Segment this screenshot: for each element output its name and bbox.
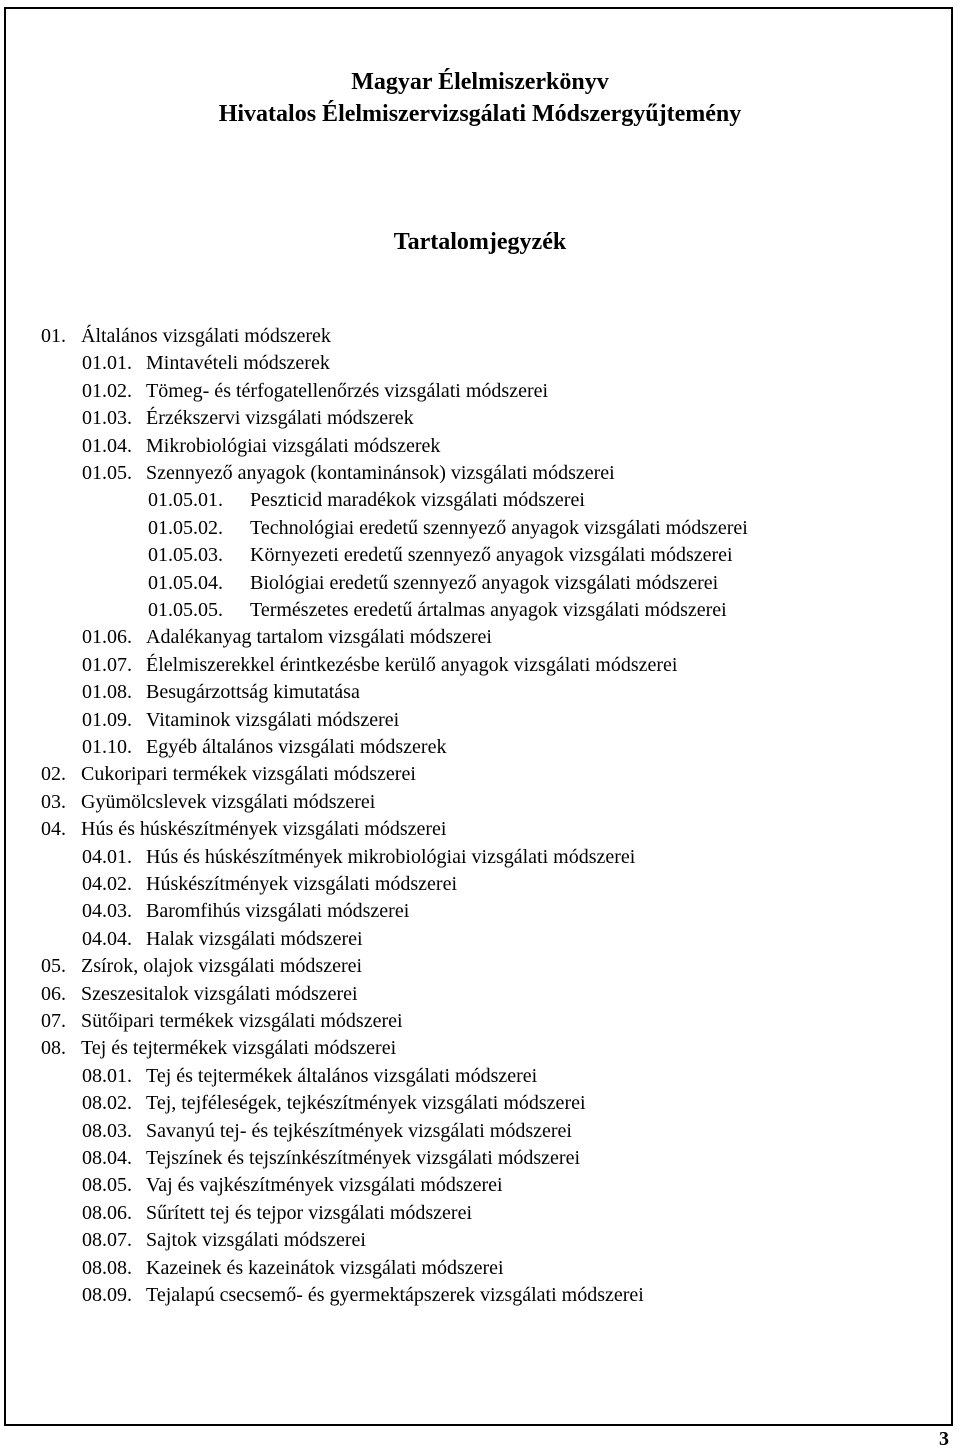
toc-entry-label: Hús és húskészítmények mikrobiológiai vizsgálati módszerei	[146, 845, 636, 868]
toc-entry-label: Technológiai eredetű szennyező anyagok vizsgálati módszerei	[250, 516, 748, 539]
toc-entry	[148, 598, 727, 622]
toc-entry-label: Tej és tejtermékek általános vizsgálati módszerei	[146, 1064, 538, 1087]
toc-entry	[82, 434, 440, 458]
toc-entry	[148, 571, 718, 595]
page-number: 3	[939, 1428, 949, 1450]
toc-entry	[82, 1146, 580, 1170]
toc-entry	[82, 1064, 537, 1088]
toc-entry-number: 01.06.	[82, 626, 132, 649]
toc-entry-label: Hús és húskészítmények vizsgálati módszerei	[81, 818, 447, 841]
toc-entry-number: 08.05.	[82, 1174, 132, 1197]
toc-entry-number: 01.04.	[82, 434, 132, 457]
toc-entry-label: Tömeg- és térfogatellenőrzés vizsgálati módszerei	[146, 379, 549, 402]
toc-entry-label: Mikrobiológiai vizsgálati módszerek	[146, 434, 441, 457]
toc-entry-label: Vaj és vajkészítmények vizsgálati módszerei	[146, 1174, 503, 1197]
toc-entry-label: Élelmiszerekkel érintkezésbe kerülő anyagok vizsgálati módszerei	[146, 653, 678, 676]
toc-entry-label: Sűrített tej és tejpor vizsgálati módszerei	[146, 1201, 473, 1224]
toc-entry	[82, 872, 457, 896]
toc-entry-number: 04.04.	[82, 927, 132, 950]
toc-entry	[82, 927, 363, 951]
toc-entry	[82, 735, 446, 759]
toc-entry-label: Baromfihús vizsgálati módszerei	[146, 900, 410, 923]
toc-entry-number: 07.	[41, 1010, 66, 1032]
toc-entry-label: Érzékszervi vizsgálati módszerek	[146, 407, 414, 430]
toc-entry	[41, 817, 446, 841]
toc-entry-number: 01.05.	[82, 462, 132, 484]
toc-entry	[148, 488, 585, 512]
toc-entry-number: 08.01.	[82, 1064, 132, 1087]
document-title-line-1: Magyar Élelmiszerkönyv	[351, 69, 609, 95]
toc-entry-number: 01.05.05.	[148, 599, 223, 621]
toc-entry	[82, 899, 409, 923]
toc-entry-number: 08.	[41, 1037, 66, 1060]
toc-entry-label: Mintavételi módszerek	[146, 352, 330, 375]
toc-entry-number: 03.	[41, 790, 66, 813]
toc-entry-number: 01.07.	[82, 653, 132, 676]
toc-entry-label: Tej és tejtermékek vizsgálati módszerei	[81, 1037, 397, 1060]
toc-entry	[82, 845, 635, 869]
toc-entry-number: 01.05.02.	[148, 516, 223, 539]
toc-entry-number: 08.08.	[82, 1256, 132, 1279]
toc-entry	[82, 406, 414, 430]
toc-entry-number: 08.06.	[82, 1201, 132, 1224]
toc-entry-label: Környezeti eredetű szennyező anyagok vizsgálati módszerei	[250, 544, 733, 567]
toc-entry-number: 08.07.	[82, 1229, 132, 1252]
toc-entry	[148, 543, 733, 567]
toc-entry	[148, 516, 748, 540]
toc-entry	[82, 1173, 503, 1197]
toc-entry	[41, 954, 362, 978]
toc-entry-number: 08.09.	[82, 1284, 132, 1306]
toc-entry-number: 01.09.	[82, 708, 132, 731]
toc-entry-number: 04.03.	[82, 900, 132, 923]
toc-entry-number: 01.	[41, 325, 66, 347]
toc-entry-label: Sütőipari termékek vizsgálati módszerei	[81, 1010, 403, 1032]
toc-entry-label: Besugárzottság kimutatása	[146, 681, 360, 704]
toc-heading: Tartalomjegyzék	[393, 229, 567, 255]
toc-entry-label: Kazeinek és kazeinátok vizsgálati módszerei	[146, 1256, 504, 1279]
toc-entry	[41, 324, 331, 348]
toc-entry	[41, 982, 358, 1006]
toc-entry-label: Cukoripari termékek vizsgálati módszerei	[81, 763, 416, 786]
toc-entry	[82, 461, 615, 485]
toc-entry-label: Savanyú tej- és tejkészítmények vizsgálati módszerei	[146, 1119, 572, 1142]
toc-entry-number: 01.05.03.	[148, 544, 223, 567]
toc-entry	[82, 680, 360, 704]
toc-entry-number: 01.01.	[82, 352, 132, 375]
toc-entry-number: 08.02.	[82, 1092, 132, 1115]
toc-entry	[82, 1228, 366, 1252]
toc-entry-number: 06.	[41, 982, 66, 1005]
toc-entry-label: Biológiai eredetű szennyező anyagok vizsgálati módszerei	[250, 571, 719, 594]
toc-entry	[41, 790, 375, 814]
toc-entry	[82, 1256, 504, 1280]
toc-entry-number: 01.02.	[82, 379, 132, 402]
toc-entry	[82, 708, 399, 732]
toc-entry	[41, 762, 416, 786]
toc-entry-number: 08.04.	[82, 1147, 132, 1169]
toc-entry	[82, 379, 548, 403]
toc-entry-label: Peszticid maradékok vizsgálati módszerei	[250, 489, 585, 512]
toc-entry-number: 01.05.01.	[148, 489, 223, 512]
toc-entry-number: 04.02.	[82, 873, 132, 895]
toc-entry	[82, 625, 492, 649]
toc-entry-number: 01.10.	[82, 736, 132, 758]
toc-entry-label: Tej, tejféleségek, tejkészítmények vizsgálati módszerei	[146, 1092, 586, 1115]
toc-entry-number: 04.	[41, 818, 66, 841]
toc-entry-label: Egyéb általános vizsgálati módszerek	[146, 736, 447, 758]
toc-entry-label: Zsírok, olajok vizsgálati módszerei	[81, 955, 363, 978]
toc-entry-label: Általános vizsgálati módszerek	[81, 325, 331, 347]
toc-entry-number: 01.05.04.	[148, 571, 223, 594]
toc-entry-label: Természetes eredetű ártalmas anyagok vizsgálati módszerei	[250, 599, 727, 621]
toc-entry-label: Szennyező anyagok (kontaminánsok) vizsgálati módszerei	[146, 462, 615, 484]
toc-entry	[82, 1091, 586, 1115]
toc-entry	[41, 1009, 403, 1033]
toc-entry-label: Gyümölcslevek vizsgálati módszerei	[81, 790, 376, 813]
toc-entry-label: Tejalapú csecsemő- és gyermektápszerek vizsgálati módszerei	[146, 1284, 644, 1306]
toc-entry	[41, 1036, 396, 1060]
toc-entry-label: Vitaminok vizsgálati módszerei	[146, 708, 400, 731]
toc-entry	[82, 351, 330, 375]
toc-entry-number: 02.	[41, 763, 66, 786]
toc-entry-label: Szeszesitalok vizsgálati módszerei	[81, 982, 358, 1005]
toc-entry	[82, 1283, 644, 1307]
toc-entry-number: 05.	[41, 955, 66, 978]
toc-entry-label: Adalékanyag tartalom vizsgálati módszerei	[146, 626, 492, 649]
toc-entry-label: Húskészítmények vizsgálati módszerei	[146, 873, 458, 895]
toc-entry-number: 04.01.	[82, 845, 132, 868]
toc-entry-label: Sajtok vizsgálati módszerei	[146, 1229, 366, 1252]
toc-entry	[82, 1119, 572, 1143]
toc-entry-number: 01.03.	[82, 407, 132, 430]
document-title-line-2: Hivatalos Élelmiszervizsgálati Módszergyűjtemény	[218, 101, 742, 127]
toc-entry-number: 01.08.	[82, 681, 132, 704]
toc-entry	[82, 653, 677, 677]
toc-entry-label: Tejszínek és tejszínkészítmények vizsgálati módszerei	[146, 1147, 581, 1169]
toc-entry-number: 08.03.	[82, 1119, 132, 1142]
toc-entry	[82, 1201, 472, 1225]
toc-entry-label: Halak vizsgálati módszerei	[146, 927, 363, 950]
